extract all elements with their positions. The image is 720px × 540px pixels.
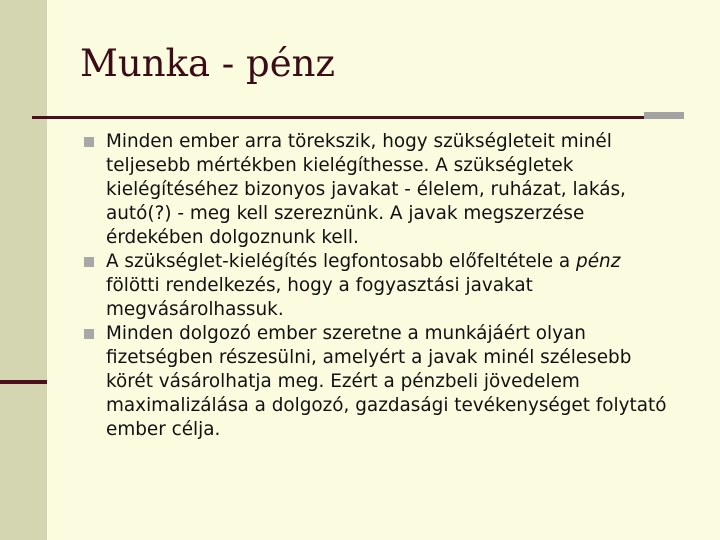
square-bullet-icon bbox=[84, 257, 94, 267]
bullet-text-end: fölötti rendelkezés, hogy a fogyasztási javakat megvásárolhassuk. bbox=[106, 275, 533, 320]
sidebar-accent-line bbox=[0, 380, 47, 384]
bullet-item-2 bbox=[84, 250, 674, 322]
bullet-text: Minden dolgozó ember szeretne a munkájáért olyan fizetségben részesülni, amelyért a javak minél szélesebb körét vásárolhatja meg. Ezért a pénzbeli jövedelem maximalizálása a dolgozó, gazdasági tevékenységet folytató ember célja. bbox=[106, 323, 667, 440]
title-divider bbox=[32, 116, 644, 119]
bullet-text-start: A szükséglet-kielégítés legfontosabb előfeltétele a bbox=[106, 251, 577, 272]
bullet-list bbox=[84, 130, 674, 442]
bullet-item-1 bbox=[84, 130, 674, 250]
slide-title: Munka - pénz bbox=[80, 42, 335, 85]
left-sidebar-band bbox=[0, 0, 47, 540]
square-bullet-icon bbox=[84, 329, 94, 339]
square-bullet-icon bbox=[84, 137, 94, 147]
title-divider-accent bbox=[644, 112, 684, 119]
bullet-emphasis: pénz bbox=[576, 251, 621, 272]
bullet-text: Minden ember arra törekszik, hogy szükségleteit minél teljesebb mértékben kielégíthesse. A szükségletek kielégítéséhez bizonyos javakat - élelem, ruházat, lakás, autó(?) - meg kell szereznünk. A javak megszerzése érdekében dolgoznunk kell. bbox=[106, 131, 626, 248]
bullet-item-3 bbox=[84, 322, 674, 442]
